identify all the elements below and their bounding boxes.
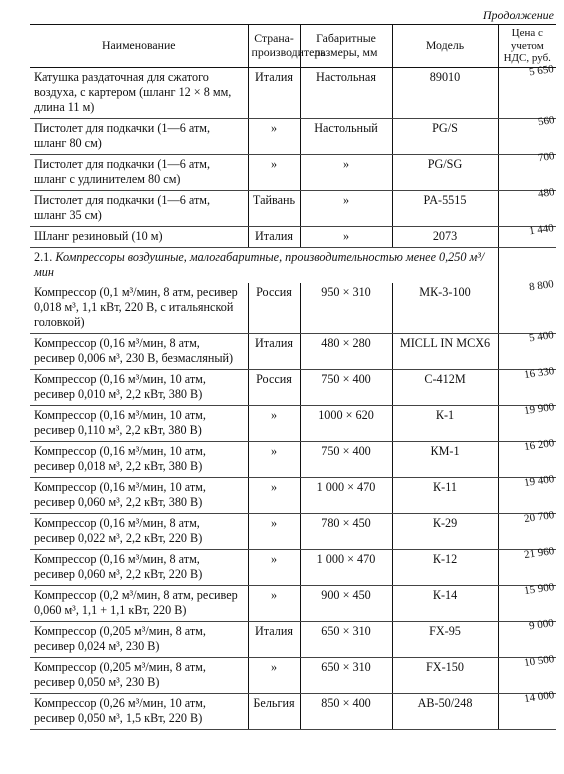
table-row — [30, 477, 556, 513]
cell-country: Бельгия — [248, 693, 300, 729]
price-value: 16 330 — [523, 364, 555, 381]
cell-name: Компрессор (0,26 м³/мин, 10 атм, ресивер 0,050 м³, 1,5 кВт, 220 В) — [30, 693, 248, 729]
price-value: 9 000 — [528, 616, 555, 632]
cell-dims: 950 × 310 — [300, 283, 392, 334]
cell-dims: » — [300, 190, 392, 226]
cell-model: 89010 — [392, 67, 498, 118]
section-number: 2.1. — [34, 249, 53, 264]
section-row — [30, 247, 556, 283]
cell-price — [498, 436, 556, 477]
table-row — [30, 657, 556, 693]
cell-dims: 780 × 450 — [300, 513, 392, 549]
cell-model: МК-3-100 — [392, 283, 498, 334]
cell-model: К-12 — [392, 549, 498, 585]
table-row — [30, 154, 556, 190]
cell-name: Компрессор (0,16 м³/мин, 10 атм, ресивер 0,110 м³, 2,2 кВт, 380 В) — [30, 405, 248, 441]
cell-dims: » — [300, 154, 392, 190]
cell-name: Компрессор (0,16 м³/мин, 8 атм, ресивер 0,022 м³, 2,2 кВт, 220 В) — [30, 513, 248, 549]
price-value: 10 500 — [523, 652, 555, 669]
table-row — [30, 283, 556, 334]
cell-price — [498, 652, 556, 693]
price-value: 19 900 — [523, 400, 555, 417]
table-header-row — [30, 25, 556, 68]
cell-model: К-11 — [392, 477, 498, 513]
cell-country: Тайвань — [248, 190, 300, 226]
cell-model: К-1 — [392, 405, 498, 441]
cell-dims: Настольный — [300, 118, 392, 154]
cell-dims: 1000 × 620 — [300, 405, 392, 441]
cell-price — [498, 277, 556, 334]
cell-price — [498, 149, 556, 190]
price-value: 560 — [536, 113, 555, 128]
cell-dims: 750 × 400 — [300, 369, 392, 405]
cell-country: Италия — [248, 333, 300, 369]
cell-dims: 850 × 400 — [300, 693, 392, 729]
table-row — [30, 549, 556, 585]
price-value: 480 — [536, 185, 555, 200]
continued-label: Продолжение — [482, 8, 554, 22]
cell-price — [498, 508, 556, 549]
cell-dims: 480 × 280 — [300, 333, 392, 369]
cell-country: Италия — [248, 621, 300, 657]
cell-name: Шланг резиновый (10 м) — [30, 226, 248, 247]
cell-name: Компрессор (0,16 м³/мин, 10 атм, ресивер 0,018 м³, 2,2 кВт, 380 В) — [30, 441, 248, 477]
cell-price — [498, 580, 556, 621]
cell-country: Россия — [248, 369, 300, 405]
cell-model: К-29 — [392, 513, 498, 549]
table-row — [30, 693, 556, 729]
cell-dims: 650 × 310 — [300, 657, 392, 693]
cell-model: КМ-1 — [392, 441, 498, 477]
cell-price — [498, 472, 556, 513]
cell-name: Пистолет для подкачки (1—6 атм, шланг с удлинителем 80 см) — [30, 154, 248, 190]
price-value: 700 — [536, 149, 555, 164]
cell-country: » — [248, 513, 300, 549]
header-price: Цена с учетом НДС, руб. — [498, 25, 556, 68]
cell-price — [498, 113, 556, 154]
cell-price — [498, 364, 556, 405]
cell-model: PG/S — [392, 118, 498, 154]
header-name: Наименование — [30, 25, 248, 68]
cell-name: Компрессор (0,16 м³/мин, 10 атм, ресивер 0,010 м³, 2,2 кВт, 380 В) — [30, 369, 248, 405]
price-value: 15 900 — [523, 580, 555, 597]
price-value: 1 440 — [528, 221, 555, 237]
table-row — [30, 226, 556, 247]
cell-dims: 1 000 × 470 — [300, 477, 392, 513]
price-value: 8 800 — [528, 277, 555, 293]
cell-name: Компрессор (0,205 м³/мин, 8 атм, ресивер 0,024 м³, 230 В) — [30, 621, 248, 657]
header-dims: Габаритные размеры, мм — [300, 25, 392, 68]
table-row — [30, 513, 556, 549]
cell-model: PG/SG — [392, 154, 498, 190]
cell-country: » — [248, 549, 300, 585]
price-value: 5 400 — [528, 328, 555, 344]
cell-name: Пистолет для подкачки (1—6 атм, шланг 80 см) — [30, 118, 248, 154]
section-title-text: Компрессоры воздушные, малогабаритные, производительностью менее 0,250 м³/мин — [34, 249, 485, 279]
cell-country: Россия — [248, 283, 300, 334]
price-value: 21 960 — [523, 544, 555, 561]
cell-model: PA-5515 — [392, 190, 498, 226]
cell-model: 2073 — [392, 226, 498, 247]
cell-model: К-14 — [392, 585, 498, 621]
cell-name: Катушка раздаточная для сжатого воздуха, с картером (шланг 12 × 8 мм, длина 11 м) — [30, 67, 248, 118]
cell-name: Компрессор (0,16 м³/мин, 8 атм, ресивер 0,006 м³, 230 В, безмасляный) — [30, 333, 248, 369]
cell-model: AB-50/248 — [392, 693, 498, 729]
price-table — [30, 24, 556, 730]
cell-price — [498, 616, 556, 657]
table-row — [30, 621, 556, 657]
cell-model: FX-150 — [392, 657, 498, 693]
price-value: 19 400 — [523, 472, 555, 489]
cell-name: Компрессор (0,205 м³/мин, 8 атм, ресивер 0,050 м³, 230 В) — [30, 657, 248, 693]
table-row — [30, 441, 556, 477]
cell-country: Италия — [248, 67, 300, 118]
cell-country: » — [248, 657, 300, 693]
table-row — [30, 405, 556, 441]
cell-price — [498, 62, 556, 118]
table-row — [30, 333, 556, 369]
cell-price — [498, 688, 556, 729]
cell-price — [498, 221, 556, 247]
cell-name: Пистолет для подкачки (1—6 атм, шланг 35 см) — [30, 190, 248, 226]
cell-price — [498, 400, 556, 441]
cell-name: Компрессор (0,16 м³/мин, 8 атм, ресивер 0,060 м³, 2,2 кВт, 220 В) — [30, 549, 248, 585]
cell-country: » — [248, 477, 300, 513]
cell-dims: 750 × 400 — [300, 441, 392, 477]
cell-country: » — [248, 441, 300, 477]
cell-dims: 1 000 × 470 — [300, 549, 392, 585]
cell-price — [498, 185, 556, 226]
cell-model: FX-95 — [392, 621, 498, 657]
table-row — [30, 190, 556, 226]
table-row — [30, 118, 556, 154]
cell-country: » — [248, 405, 300, 441]
cell-price — [498, 544, 556, 585]
section-title — [30, 247, 498, 283]
cell-dims: Настольная — [300, 67, 392, 118]
cell-country: » — [248, 585, 300, 621]
cell-model: MICLL IN MCX6 — [392, 333, 498, 369]
table-row — [30, 67, 556, 118]
cell-model: С-412М — [392, 369, 498, 405]
cell-country: Италия — [248, 226, 300, 247]
cell-dims: 900 × 450 — [300, 585, 392, 621]
table-row — [30, 369, 556, 405]
price-value: 16 200 — [523, 436, 555, 453]
cell-name: Компрессор (0,1 м³/мин, 8 атм, ресивер 0,018 м³, 1,1 кВт, 220 В, с итальянской головкой) — [30, 283, 248, 334]
cell-name: Компрессор (0,2 м³/мин, 8 атм, ресивер 0,060 м³, 1,1 + 1,1 кВт, 220 В) — [30, 585, 248, 621]
cell-country: » — [248, 154, 300, 190]
cell-dims: 650 × 310 — [300, 621, 392, 657]
cell-name: Компрессор (0,16 м³/мин, 10 атм, ресивер 0,060 м³, 2,2 кВт, 380 В) — [30, 477, 248, 513]
header-model: Модель — [392, 25, 498, 68]
cell-country: » — [248, 118, 300, 154]
table-row — [30, 585, 556, 621]
price-value: 5 650 — [528, 62, 555, 78]
header-country: Страна-производитель — [248, 25, 300, 68]
price-value: 14 000 — [523, 688, 555, 705]
cell-price — [498, 328, 556, 369]
price-value: 20 700 — [523, 508, 555, 525]
cell-dims: » — [300, 226, 392, 247]
